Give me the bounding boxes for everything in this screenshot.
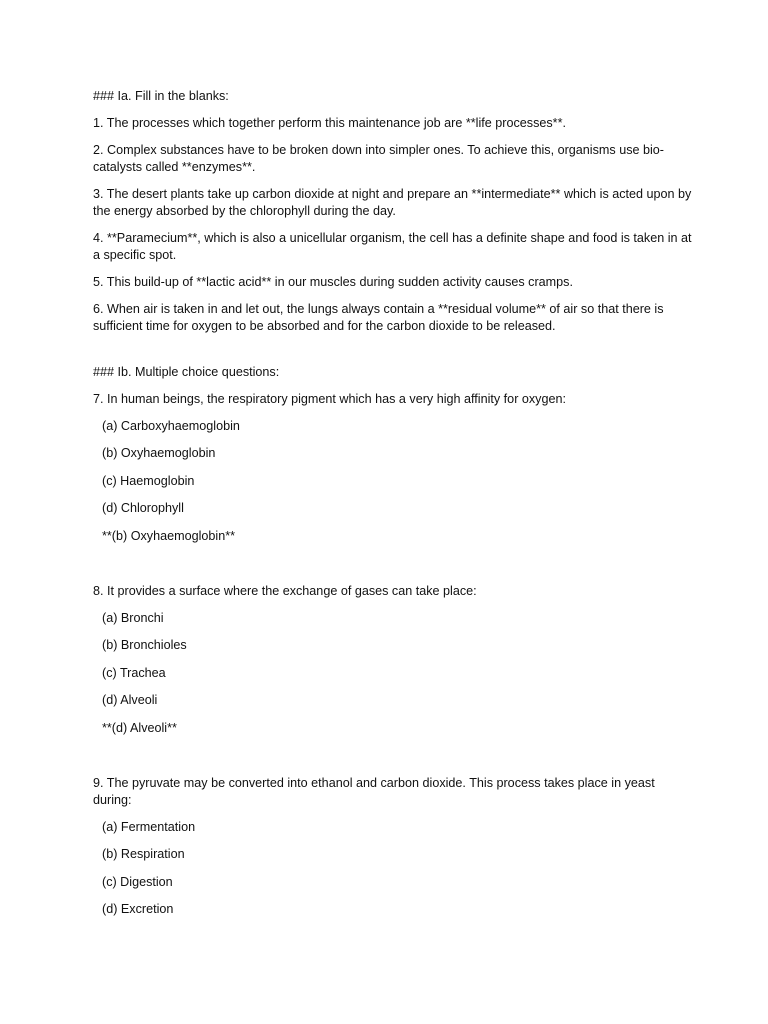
mcq-question-8-block (93, 583, 693, 737)
section-heading-mcq: ### Ib. Multiple choice questions: (93, 365, 280, 379)
mcq-8-answer: **(d) Alveoli** (102, 720, 177, 735)
fill-blank-item-5: 5. This build-up of **lactic acid** in our muscles during sudden activity causes cramps. (93, 275, 573, 289)
mcq-7-option-d: (d) Chlorophyll (102, 501, 184, 516)
document-page (93, 88, 693, 928)
mcq-question-7: 7. In human beings, the respiratory pigment which has a very high affinity for oxygen: (93, 392, 566, 406)
question-spacer (93, 747, 693, 775)
fill-blank-item-2: 2. Complex substances have to be broken down into simpler ones. To achieve this, organisms use bio-catalysts called **enzymes**. (93, 143, 664, 174)
mcq-9-option-c: (c) Digestion (102, 874, 173, 889)
mcq-8-option-d: (d) Alveoli (102, 693, 158, 708)
mcq-question-7-block (93, 391, 693, 545)
mcq-8-option-c: (c) Trachea (102, 665, 166, 680)
mcq-8-option-b: (b) Bronchioles (102, 638, 187, 653)
mcq-7-answer: **(b) Oxyhaemoglobin** (102, 528, 236, 543)
mcq-7-option-b: (b) Oxyhaemoglobin (102, 446, 216, 461)
mcq-question-8: 8. It provides a surface where the exchange of gases can take place: (93, 583, 477, 598)
mcq-question-9-block (93, 775, 693, 918)
mcq-9-option-b: (b) Respiration (102, 847, 185, 862)
mcq-9-option-a: (a) Fermentation (102, 819, 196, 834)
mcq-7-option-c: (c) Haemoglobin (102, 473, 195, 488)
mcq-7-option-a: (a) Carboxyhaemoglobin (102, 419, 240, 433)
section-heading-fill-in-blanks: ### Ia. Fill in the blanks: (93, 89, 229, 103)
fill-blank-item-4: 4. **Paramecium**, which is also a unicellular organism, the cell has a definite shape and food is taken in at a specific spot. (93, 231, 692, 262)
fill-blank-item-3: 3. The desert plants take up carbon dioxide at night and prepare an **intermediate** which is acted upon by the energy absorbed by the chlorophyll during the day. (93, 187, 692, 218)
fill-blank-item-1: 1. The processes which together perform this maintenance job are **life processes**. (93, 116, 566, 130)
question-spacer (93, 555, 693, 583)
mcq-question-9: 9. The pyruvate may be converted into ethanol and carbon dioxide. This process takes place in yeast during: (93, 775, 655, 807)
fill-blank-item-6: 6. When air is taken in and let out, the lungs always contain a **residual volume** of air so that there is sufficient time for oxygen to be absorbed and for the carbon dioxide to be released. (93, 302, 664, 333)
mcq-8-option-a: (a) Bronchi (102, 610, 164, 625)
mcq-9-option-d: (d) Excretion (102, 902, 174, 917)
section-spacer (93, 345, 693, 364)
